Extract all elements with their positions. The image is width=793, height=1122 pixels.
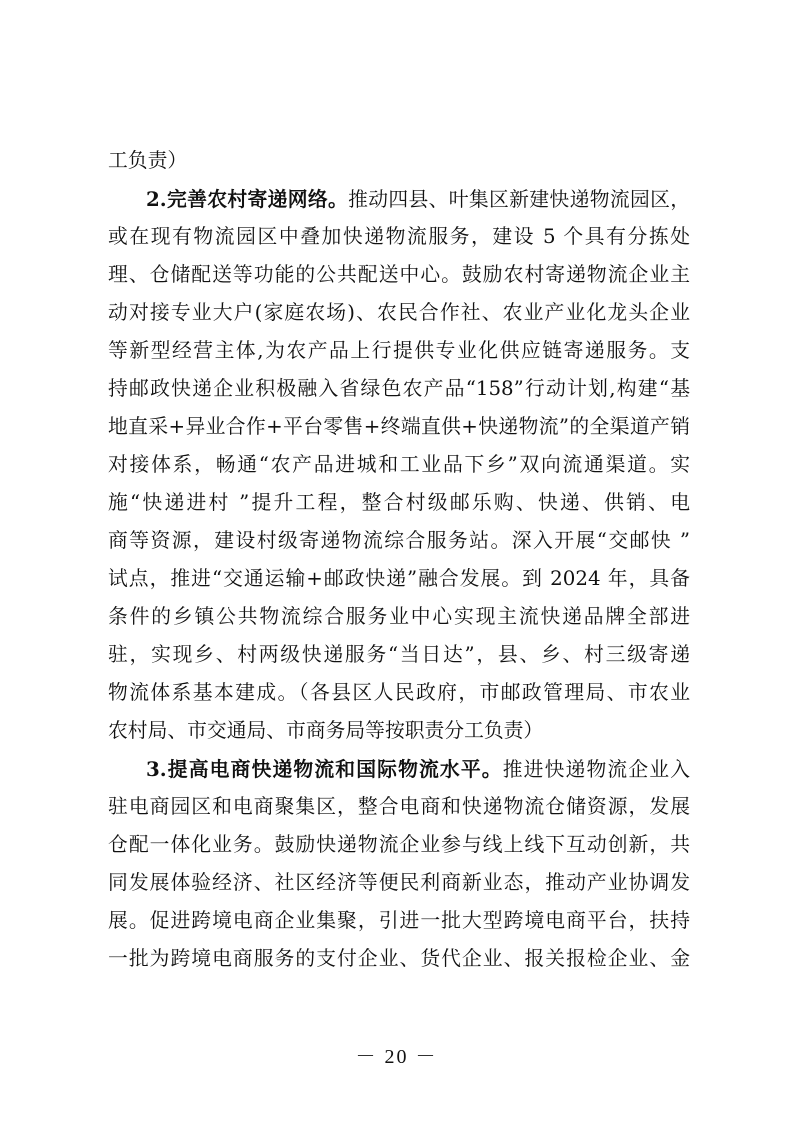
line-text: 推动四县、叶集区新建快递物流园区， bbox=[348, 188, 690, 211]
text-line bbox=[108, 218, 690, 256]
line-text: 一批为跨境电商服务的支付企业、货代企业、报关报检企业、金 bbox=[108, 947, 690, 970]
line-text: 等新型经营主体,为农产品上行提供专业化供应链寄递服务。支 bbox=[108, 339, 690, 362]
text-line bbox=[108, 484, 690, 522]
line-text: 展。促进跨境电商企业集聚，引进一批大型跨境电商平台，扶持 bbox=[108, 909, 690, 932]
line-text: 工负责） bbox=[108, 149, 188, 172]
page-number: － 20 － bbox=[355, 1046, 438, 1068]
text-line bbox=[108, 826, 690, 864]
line-text: 施“快递进村 ”提升工程，整合村级邮乐购、快递、供销、电 bbox=[108, 491, 690, 514]
line-text: 持邮政快递企业积极融入省绿色农产品“158”行动计划,构建“基 bbox=[108, 377, 690, 400]
line-text: 驻电商园区和电商聚集区，整合电商和快递物流仓储资源，发展 bbox=[108, 795, 690, 818]
line-text: 条件的乡镇公共物流综合服务业中心实现主流快递品牌全部进 bbox=[108, 605, 690, 628]
text-line bbox=[108, 332, 690, 370]
line-text: 驻，实现乡、村两级快递服务“当日达”，县、乡、村三级寄递 bbox=[108, 643, 690, 666]
text-line bbox=[108, 522, 690, 560]
text-line bbox=[108, 408, 690, 446]
section-heading-line bbox=[108, 180, 690, 218]
text-line bbox=[108, 864, 690, 902]
line-text: 试点，推进“交通运输+邮政快递”融合发展。到 2024 年，具备 bbox=[108, 567, 690, 590]
text-line bbox=[108, 294, 690, 332]
line-text: 商等资源，建设村级寄递物流综合服务站。深入开展“交邮快 ” bbox=[108, 529, 690, 552]
line-text: 地直采+异业合作+平台零售+终端直供+快递物流”的全渠道产销 bbox=[108, 415, 690, 438]
text-line bbox=[108, 674, 690, 712]
section-heading: 3.提高电商快递物流和国际物流水平。 bbox=[146, 757, 503, 781]
text-line bbox=[108, 712, 690, 750]
text-line bbox=[108, 370, 690, 408]
line-text: 推进快递物流企业入 bbox=[502, 758, 690, 781]
line-text: 动对接专业大户(家庭农场)、农民合作社、农业产业化龙头企业 bbox=[108, 301, 690, 324]
text-line bbox=[108, 940, 690, 978]
line-text: 或在现有物流园区中叠加快递物流服务，建设 5 个具有分拣处 bbox=[108, 225, 690, 248]
text-line bbox=[108, 560, 690, 598]
line-text: 理、仓储配送等功能的公共配送中心。鼓励农村寄递物流企业主 bbox=[108, 263, 690, 286]
line-text: 农村局、市交通局、市商务局等按职责分工负责） bbox=[108, 719, 544, 742]
line-text: 对接体系，畅通“农产品进城和工业品下乡”双向流通渠道。实 bbox=[108, 453, 690, 476]
line-text: 仓配一体化业务。鼓励快递物流企业参与线上线下互动创新，共 bbox=[108, 833, 690, 856]
section-heading-line bbox=[108, 750, 690, 788]
section-heading: 2.完善农村寄递网络。 bbox=[146, 187, 349, 211]
text-line bbox=[108, 598, 690, 636]
text-line bbox=[108, 256, 690, 294]
line-text: 物流体系基本建成。（各县区人民政府，市邮政管理局、市农业 bbox=[108, 681, 690, 704]
text-line bbox=[108, 446, 690, 484]
text-line bbox=[108, 788, 690, 826]
text-line bbox=[108, 636, 690, 674]
document-body bbox=[108, 142, 690, 978]
text-line bbox=[108, 142, 690, 180]
line-text: 同发展体验经济、社区经济等便民利商新业态，推动产业协调发 bbox=[108, 871, 690, 894]
text-line bbox=[108, 902, 690, 940]
